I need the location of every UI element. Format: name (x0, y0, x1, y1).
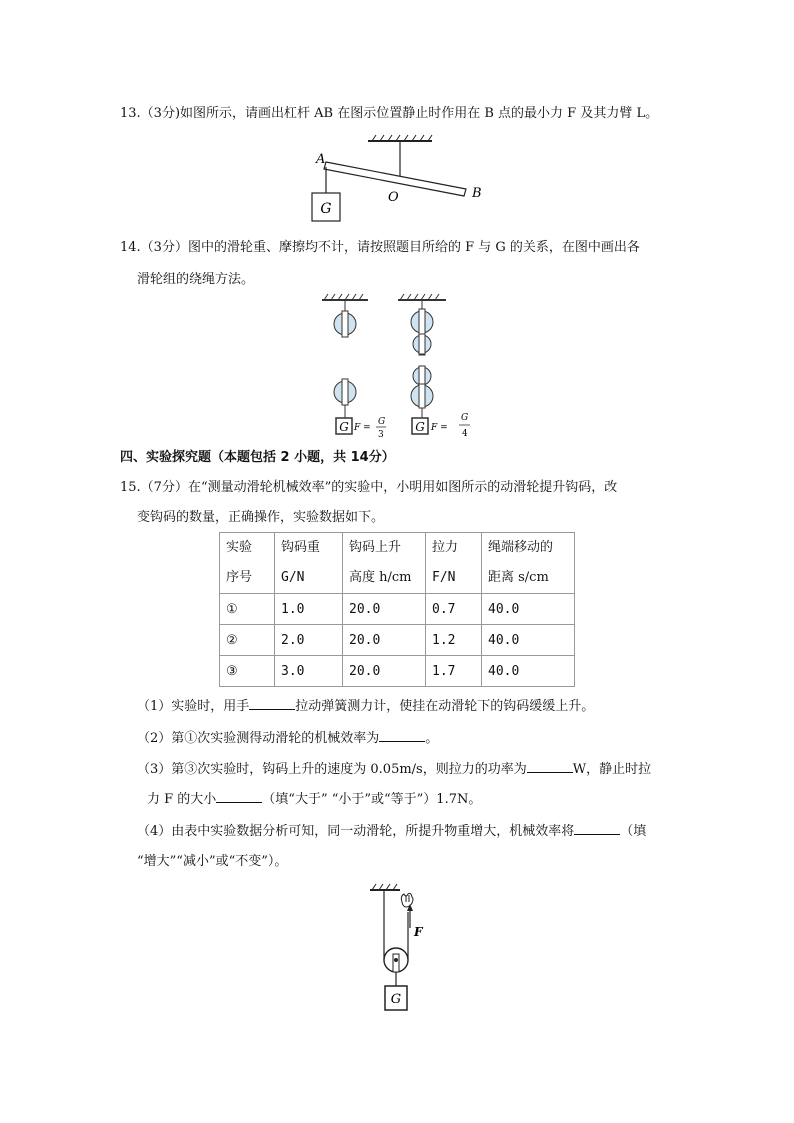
right-weight-label: G (415, 420, 425, 434)
table-cell: 20.0 (343, 656, 426, 687)
pulley-wheel (384, 948, 408, 972)
table-cell: 1.7 (426, 656, 482, 687)
table-row (220, 594, 575, 625)
table-cell: 2.0 (275, 625, 343, 656)
table-cell: ① (220, 594, 275, 625)
q15-sub3-line1: （3）第③次实验时，钩码上升的速度为 0.05m/s，则拉力的功率为 W，静止时拉 (137, 762, 652, 777)
lever-diagram (300, 135, 500, 230)
q14-line1: 14.（3分）图中的滑轮重、摩擦均不计，请按照题目所给的 F 与 G 的关系，在图中画出各 (120, 240, 640, 255)
hand-icon (401, 893, 413, 907)
label-g: G (320, 201, 332, 217)
header-cell: 实验 序号 (220, 533, 275, 594)
left-ceiling-hatch (322, 294, 368, 300)
label-o: O (388, 190, 399, 205)
header-cell: 钩码上升 高度 h/cm (343, 533, 426, 594)
table-cell: 20.0 (343, 594, 426, 625)
q15-line2: 变钩码的数量，正确操作，实验数据如下。 (137, 510, 385, 525)
header-cell: 钩码重 G/N (275, 533, 343, 594)
table-row (220, 625, 575, 656)
table-header-row (220, 533, 575, 594)
q15-sub2: （2）第①次实验测得动滑轮的机械效率为 。 (137, 731, 439, 746)
right-movable-pulley-bottom (411, 384, 433, 408)
q15-sub1: （1）实验时，用手 拉动弹簧测力计，使挂在动滑轮下的钩码缓缓上升。 (137, 699, 595, 714)
table-cell: 3.0 (275, 656, 343, 687)
table-cell: 1.2 (426, 625, 482, 656)
table-cell: ③ (220, 656, 275, 687)
q15-sub3-line2: 力 F 的大小 （填“大于” “小于”或“等于”）1.7N。 (147, 792, 482, 807)
right-fixed-pulley-bottom (413, 334, 431, 354)
answer-blank[interactable] (249, 697, 295, 710)
weight-label: G (390, 992, 402, 1007)
answer-blank[interactable] (574, 822, 620, 835)
table-row (220, 656, 575, 687)
q15-sub4-line1: （4）由表中实验数据分析可知，同一动滑轮，所提升物重增大，机械效率将 （填 (137, 824, 647, 839)
left-weight-label: G (339, 420, 349, 434)
q15-line1: 15.（7分）在“测量动滑轮机械效率”的实验中，小明用如图所示的动滑轮提升钩码，改 (120, 480, 618, 495)
right-ceiling-hatch (398, 294, 446, 300)
data-table (219, 532, 575, 687)
answer-blank[interactable] (216, 790, 262, 803)
right-fraction-den: 4 (462, 429, 468, 439)
table-cell: 40.0 (482, 625, 575, 656)
left-force-label: F = (354, 423, 371, 433)
left-movable-pulley (334, 379, 356, 405)
table-cell: 1.0 (275, 594, 343, 625)
ceiling-hatch (368, 135, 432, 141)
left-fraction-num: G (378, 417, 386, 427)
force-label: F (414, 925, 423, 939)
table-cell: 0.7 (426, 594, 482, 625)
q15-sub4-line2: “增大”“减小”或“不变”）。 (137, 854, 288, 869)
left-fixed-pulley (334, 311, 356, 337)
q14-line2: 滑轮组的绕绳方法。 (137, 272, 255, 287)
answer-blank[interactable] (527, 760, 573, 773)
right-fraction-num: G (461, 413, 469, 423)
pulley-systems-diagram (318, 294, 488, 439)
header-cell: 绳端移动的 距离 s/cm (482, 533, 575, 594)
table-cell: ② (220, 625, 275, 656)
label-b: B (472, 186, 482, 201)
left-fraction-den: 3 (378, 430, 384, 440)
header-cell: 拉力 F/N (426, 533, 482, 594)
q13-text: 13.（3分)如图所示，请画出杠杆 AB 在图示位置静止时作用在 B 点的最小力 F 及其力臂 L。 (120, 106, 659, 121)
movable-pulley-diagram (366, 884, 436, 1016)
table-cell: 40.0 (482, 594, 575, 625)
section-heading: 四、实验探究题（本题包括 2 小题，共 14分） (120, 450, 395, 465)
answer-blank[interactable] (379, 729, 425, 742)
table-cell: 40.0 (482, 656, 575, 687)
ceiling-hatch (370, 884, 400, 890)
table-cell: 20.0 (343, 625, 426, 656)
label-a: A (316, 152, 326, 167)
right-force-label: F = (431, 423, 448, 433)
